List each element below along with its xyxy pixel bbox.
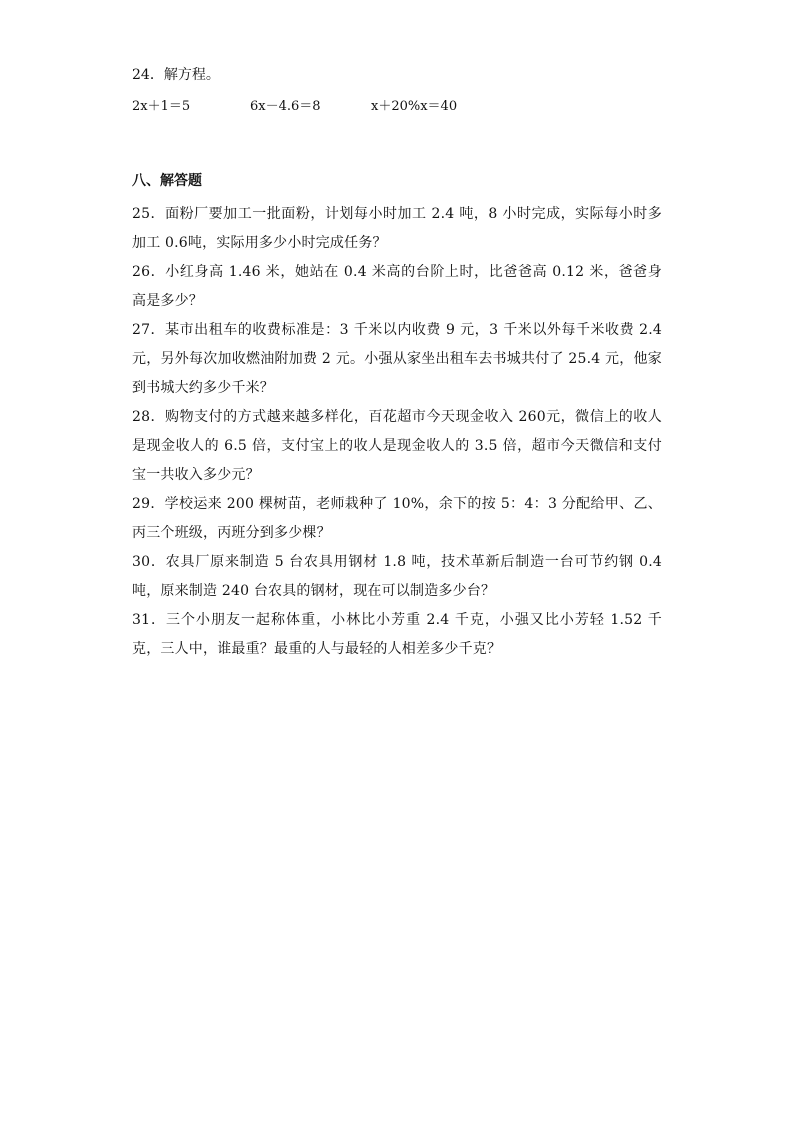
problem-31: 31．三个小朋友一起称体重，小林比小芳重 2.4 千克，小强又比小芳轻 1.52 千克，三人中，谁最重？最重的人与最轻的人相差多少千克？	[132, 612, 662, 657]
equation-3: x＋20%x＝40	[371, 99, 458, 114]
problem-28: 28．购物支付的方式越来越多样化，百花超市今天现金收入 260元，微信上的收人是现金收人的 6.5 倍，支付宝上的收人是现金收人的 3.5 倍，超市今天微信和支付宝一共收入多少元？	[132, 409, 662, 483]
problem-29: 29．学校运来 200 棵树苗，老师栽种了 10%，余下的按 5：4：3 分配给甲、乙、丙三个班级，丙班分到多少棵？	[132, 496, 662, 541]
problem-30: 30．农具厂原来制造 5 台农具用钢材 1.8 吨，技术革新后制造一台可节约钢 0.4 吨，原来制造 240 台农具的钢材，现在可以制造多少台？	[132, 554, 662, 599]
problem-25: 25．面粉厂要加工一批面粉，计划每小时加工 2.4 吨，8 小时完成，实际每小时多加工 0.6吨，实际用多少小时完成任务？	[132, 206, 662, 251]
problem-list	[132, 200, 662, 664]
section-heading-word-problems: 八、解答题	[132, 173, 202, 189]
problem-27: 27．某市出租车的收费标准是：3 千米以内收费 9 元，3 千米以外每千米收费 2.4 元，另外每次加收燃油附加费 2 元。小强从家坐出租车去书城共付了 25.4 元，他家到书城大约多少千米？	[132, 322, 662, 396]
equation-1: 2x＋1＝5	[132, 99, 191, 114]
equation-2: 6x－4.6＝8	[250, 99, 321, 114]
question-24-title: 24．解方程。	[132, 67, 220, 83]
problem-26: 26．小红身高 1.46 米，她站在 0.4 米高的台阶上时，比爸爸高 0.12 米，爸爸身高是多少？	[132, 264, 662, 309]
